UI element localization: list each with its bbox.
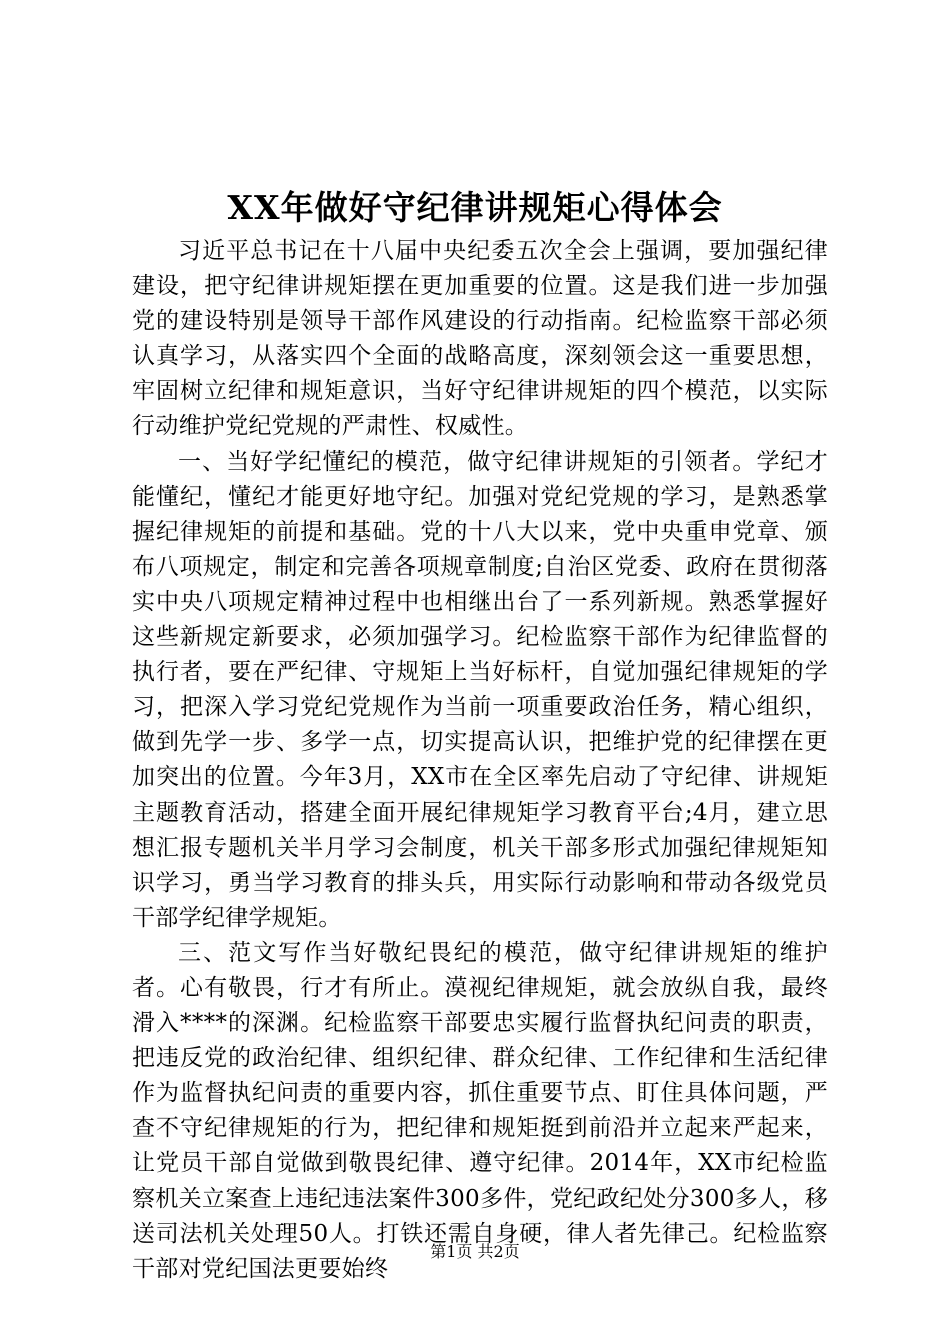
paragraph-intro: 习近平总书记在十八届中央纪委五次全会上强调，要加强纪律建设，把守纪律讲规矩摆在更加重要的位置。这是我们进一步加强党的建设特别是领导干部作风建设的行动指南。纪检监察干部必须认真学习，从落实四个全面的战略高度，深刻领会这一重要思想，牢固树立纪律和规矩意识，当好守纪律讲规矩的四个模范，以实际行动维护党纪党规的严肃性、权威性。 <box>132 238 828 440</box>
document-title: XX年做好守纪律讲规矩心得体会 <box>227 188 723 227</box>
paragraph-section-three: 三、范文写作当好敬纪畏纪的模范，做守纪律讲规矩的维护者。心有敬畏，行才有所止。漠视纪律规矩，就会放纵自我，最终滑入****的深渊。纪检监察干部要忠实履行监督执纪问责的职责，把违反党的政治纪律、组织纪律、群众纪律、工作纪律和生活纪律作为监督执纪问责的重要内容，抓住重要节点、盯住具体问题，严查不守纪律规矩的行为，把纪律和规矩挺到前沿并立起来严起来，让党员干部自觉做到敬畏纪律、遵守纪律。2014年，XX市纪检监察机关立案查上违纪违法案件300多件，党纪政纪处分300多人，移送司法机关处理50人。打铁还需自身硬，律人者先律己。纪检监察干部对党纪国法更要始终 <box>132 939 828 1282</box>
document-body <box>132 234 828 1287</box>
page-number-footer: 第1页 共2页 <box>430 1242 520 1261</box>
paragraph-section-one: 一、当好学纪懂纪的模范，做守纪律讲规矩的引领者。学纪才能懂纪，懂纪才能更好地守纪。加强对党纪党规的学习，是熟悉掌握纪律规矩的前提和基础。党的十八大以来，党中央重申党章、颁布八项规定，制定和完善各项规章制度;自治区党委、政府在贯彻落实中央八项规定精神过程中也相继出台了一系列新规。熟悉掌握好这些新规定新要求，必须加强学习。纪检监察干部作为纪律监督的执行者，要在严纪律、守规矩上当好标杆，自觉加强纪律规矩的学习，把深入学习党纪党规作为当前一项重要政治任务，精心组织，做到先学一步、多学一点，切实提高认识，把维护党的纪律摆在更加突出的位置。今年3月，XX市在全区率先启动了守纪律、讲规矩主题教育活动，搭建全面开展纪律规矩学习教育平台;4月，建立思想汇报专题机关半月学习会制度，机关干部多形式加强纪律规矩知识学习，勇当学习教育的排头兵，用实际行动影响和带动各级党员干部学纪律学规矩。 <box>132 448 828 931</box>
